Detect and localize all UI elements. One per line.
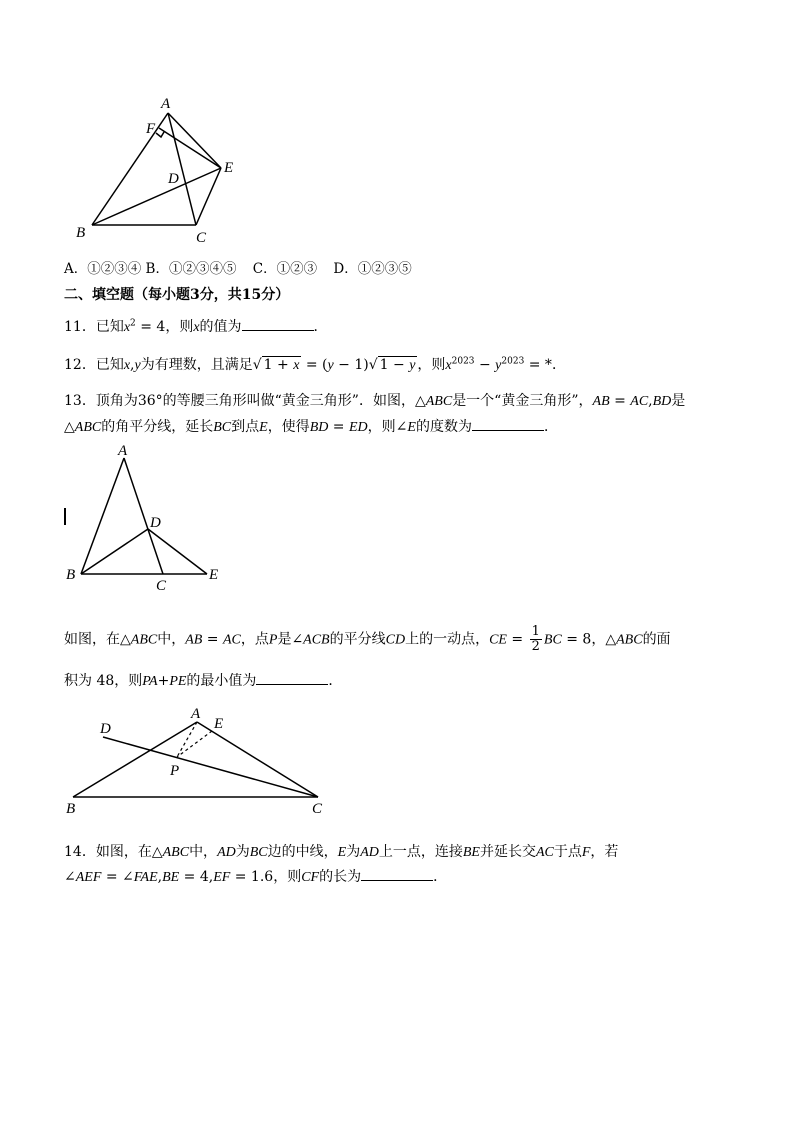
fig1-label-C: C — [196, 230, 207, 246]
q11-mid: ，则 — [165, 319, 194, 335]
fig3-label-D: D — [100, 721, 111, 737]
question-13-line2: △ABC的角平分线，延长BC到点E，使得BD = ED，则∠E的度数为 ． — [64, 419, 558, 435]
fig2-label-B: B — [66, 567, 76, 583]
fig3-label-P: P — [170, 763, 180, 779]
fig2-label-D: D — [150, 515, 161, 531]
option-c: C．①②③ — [252, 261, 318, 277]
fig3-label-C: C — [312, 801, 323, 817]
fig1-label-F: F — [146, 121, 156, 137]
fig1-label-D: D — [168, 171, 179, 187]
answer-blank-extra[interactable] — [256, 684, 328, 685]
q12-mid: 为有理数，且满足 — [140, 357, 253, 373]
figure-quadrilateral — [70, 90, 250, 250]
question-extra-line1: 如图，在△ABC中，AB = AC，点P是∠ACB的平分线CD上的一动点，CE = $\frac{1}{2}$ BC = 8，△ABC的面 — [64, 624, 671, 654]
option-a: A．①②③④ — [64, 261, 142, 277]
option-d: D．①②③⑤ — [333, 261, 412, 277]
fig2-label-A: A — [118, 443, 128, 459]
option-b: B．①②③④⑤ — [145, 261, 237, 277]
section-title: 二、填空题（每小题3分，共15分） — [64, 287, 290, 303]
fig2-label-C: C — [156, 578, 167, 590]
fig1-label-A: A — [161, 96, 171, 112]
fig1-label-B: B — [76, 225, 86, 241]
fig2-label-E: E — [209, 567, 219, 583]
question-12: 12．已知x,y为有理数，且满足√ 1 + x = (y − 1)√ 1 − y ，则$x^{2023} - y^{2023}$ = *． — [64, 356, 566, 373]
q12-prefix: 12．已知 — [64, 357, 124, 373]
options-row — [64, 257, 412, 277]
fig3-label-A: A — [191, 706, 201, 722]
answer-blank-11[interactable] — [242, 330, 314, 331]
question-14-line2: ∠AEF = ∠FAE,BE = 4,EF = 1.6，则CF的长为 ． — [64, 869, 448, 885]
figure-golden-triangle — [60, 440, 230, 590]
answer-blank-13[interactable] — [472, 430, 544, 431]
q11-prefix: 11．已知 — [64, 319, 124, 335]
question-11: 11．已知$x^2 = 4$，则x的值为 ． — [64, 318, 328, 335]
q12-suffix: ，则 — [417, 357, 446, 373]
figure-bisector-triangle — [60, 700, 330, 820]
question-extra-line2: 积为 48，则PA+PE的最小值为 ． — [64, 673, 343, 689]
text-cursor — [64, 508, 66, 525]
answer-blank-14[interactable] — [361, 880, 433, 881]
fig3-label-B: B — [66, 801, 76, 817]
question-14-line1: 14．如图，在△ABC中，AD为BC边的中线，E为AD上一点，连接BE并延长交AC于点F，若 — [64, 844, 619, 860]
fig3-label-E: E — [214, 716, 224, 732]
q11-suffix: 的值为 — [199, 319, 242, 335]
question-13-line1: 13．顶角为36°的等腰三角形叫做“黄金三角形”．如图，△ABC是一个“黄金三角形”，AB = AC,BD是 — [64, 393, 686, 409]
fig1-label-E: E — [224, 160, 234, 176]
